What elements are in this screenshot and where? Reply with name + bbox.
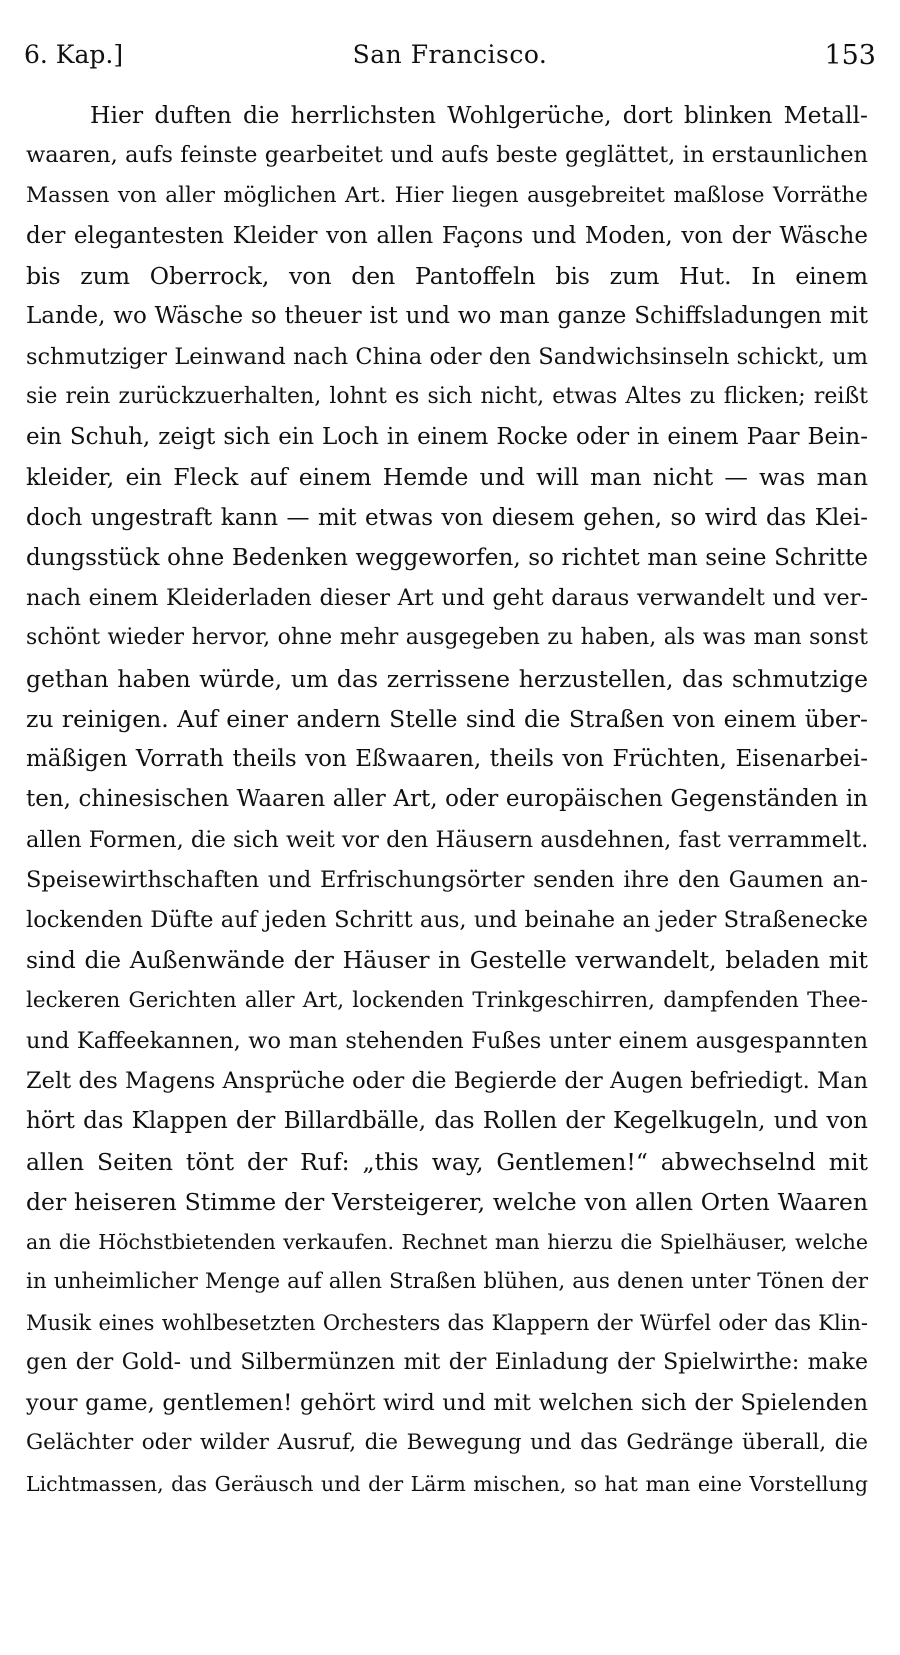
text-line: der elegantesten Kleider von allen Façons und Moden, von der Wäsche	[26, 222, 868, 249]
text-line: waaren, aufs feinste gearbeitet und aufs beste geglättet, in erstaunlichen	[26, 142, 868, 169]
text-line: schmutziger Leinwand nach China oder den Sandwichsinseln schickt, um	[26, 343, 868, 370]
text-line: kleider, ein Fleck auf einem Hemde und will man nicht — was man	[26, 463, 868, 492]
text-line: leckeren Gerichten aller Art, lockenden Trinkgeschirren, dampfenden Thee-	[26, 987, 868, 1013]
text-line: der heiseren Stimme der Versteigerer, welche von allen Orten Waaren	[26, 1187, 868, 1216]
text-line: dungsstück ohne Bedenken weggeworfen, so richtet man seine Schritte	[26, 544, 868, 571]
text-line: gen der Gold- und Silbermünzen mit der Einladung der Spielwirthe: make	[26, 1349, 868, 1375]
text-line: Musik eines wohlbesetzten Orchesters das Klappern der Würfel oder das Klin-	[26, 1310, 868, 1335]
text-line: ein Schuh, zeigt sich ein Loch in einem Rocke oder in einem Paar Bein-	[26, 424, 868, 450]
text-line: Zelt des Magens Ansprüche oder die Begierde der Augen befriedigt. Man	[26, 1068, 868, 1094]
text-line: nach einem Kleiderladen dieser Art und geht daraus verwandelt und ver-	[26, 585, 868, 611]
text-line: Lichtmassen, das Geräusch und der Lärm mischen, so hat man eine Vorstellung	[26, 1471, 868, 1496]
text-line: sind die Außenwände der Häuser in Gestelle verwandelt, beladen mit	[26, 946, 868, 975]
running-title: San Francisco.	[352, 40, 548, 69]
text-line: Speisewirthschaften und Erfrischungsörter senden ihre den Gaumen an-	[26, 866, 868, 893]
text-line: allen Formen, die sich weit vor den Häusern ausdehnen, fast verrammelt.	[26, 826, 868, 853]
text-line: Lande, wo Wäsche so theuer ist und wo man ganze Schiffsladungen mit	[26, 303, 868, 330]
text-line: zu reinigen. Auf einer andern Stelle sind die Straßen von einem über-	[26, 704, 868, 733]
body-text	[26, 95, 868, 1504]
text-line: bis zum Oberrock, von den Pantoffeln bis zum Hut. In einem	[26, 262, 868, 290]
text-line: in unheimlicher Menge auf allen Straßen blühen, aus denen unter Tönen der	[26, 1269, 868, 1295]
text-line: Hier duften die herrlichsten Wohlgerüche, dort blinken Metall-	[90, 101, 868, 129]
text-line: allen Seiten tönt der Ruf: „this way, Gentlemen!“ abwechselnd mit	[26, 1147, 868, 1176]
text-line: hört das Klappen der Billardbälle, das Rollen der Kegelkugeln, und von	[26, 1108, 868, 1135]
text-line: schönt wieder hervor, ohne mehr ausgegeben zu haben, als was man sonst	[26, 625, 868, 651]
text-line: Gelächter oder wilder Ausruf, die Bewegung und das Gedränge überall, die	[26, 1430, 868, 1456]
page-number: 153	[824, 40, 876, 71]
text-line: mäßigen Vorrath theils von Eßwaaren, theils von Früchten, Eisenarbei-	[26, 746, 868, 772]
text-line: ten, chinesischen Waaren aller Art, oder europäischen Gegenständen in	[26, 786, 868, 813]
text-line: sie rein zurückzuerhalten, lohnt es sich nicht, etwas Altes zu flicken; reißt	[26, 383, 868, 409]
text-line: gethan haben würde, um das zerrissene herzustellen, das schmutzige	[26, 664, 868, 693]
text-line: your game, gentlemen! gehört wird und mit welchen sich der Spielenden	[26, 1390, 868, 1416]
text-line: und Kaffeekannen, wo man stehenden Fußes unter einem ausgespannten	[26, 1027, 868, 1054]
text-line: doch ungestraft kann — mit etwas von diesem gehen, so wird das Klei-	[26, 504, 868, 531]
text-line: Massen von aller möglichen Art. Hier liegen ausgebreitet maßlose Vorräthe	[26, 182, 868, 208]
text-line: an die Höchstbietenden verkaufen. Rechnet man hierzu die Spielhäuser, welche	[26, 1230, 868, 1254]
text-line: lockenden Düfte auf jeden Schritt aus, und beinahe an jeder Straßenecke	[26, 907, 868, 933]
running-head	[24, 40, 876, 80]
chapter-reference: 6. Kap.]	[24, 40, 124, 69]
